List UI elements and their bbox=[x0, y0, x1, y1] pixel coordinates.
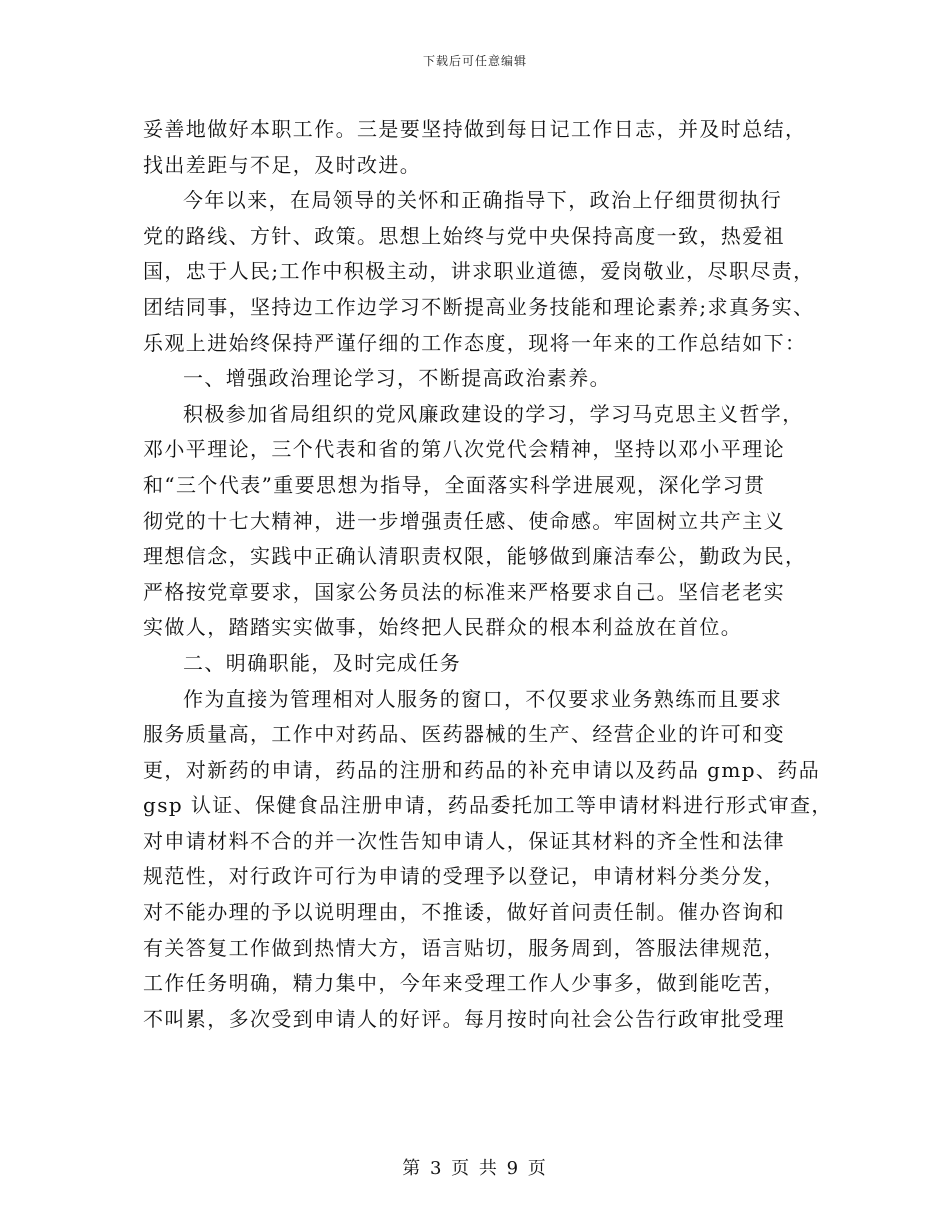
text-line: 彻党的十七大精神，进一步增强责任感、使命感。牢固树立共产主义 bbox=[143, 508, 785, 533]
document-body bbox=[143, 112, 833, 1037]
text-line: 国，忠于人民;工作中积极主动，讲求职业道德，爱岗敬业，尽职尽责， bbox=[143, 259, 815, 284]
text-line: 规范性，对行政许可行为申请的受理予以登记，申请材料分类分发， bbox=[143, 864, 785, 889]
text-line: 工作任务明确，精力集中，今年来受理工作人少事多，做到能吃苦， bbox=[143, 971, 785, 996]
paragraph-start-line: 作为直接为管理相对人服务的窗口，不仅要求业务熟练而且要求 bbox=[183, 686, 783, 711]
section-heading-2: 二、明确职能，及时完成任务 bbox=[183, 650, 462, 675]
page-number-footer: 第 3 页 共 9 页 bbox=[402, 1158, 548, 1179]
text-line: 不叫累，多次受到申请人的好评。每月按时向社会公告行政审批受理 bbox=[143, 1006, 785, 1031]
text-line: 实做人，踏踏实实做事，始终把人民群众的根本利益放在首位。 bbox=[143, 615, 743, 640]
text-line: 找出差距与不足，及时改进。 bbox=[143, 152, 422, 177]
text-line: 服务质量高，工作中对药品、医药器械的生产、经营企业的许可和变 bbox=[143, 722, 785, 747]
text-line: 和“三个代表”重要思想为指导，全面落实科学进展观，深化学习贯 bbox=[143, 472, 766, 497]
page-header-note: 下载后可任意编辑 bbox=[422, 54, 527, 68]
text-line: 严格按党章要求，国家公务员法的标准来严格要求自己。坚信老老实 bbox=[143, 579, 785, 604]
text-line: 对不能办理的予以说明理由，不推诿，做好首问责任制。催办咨询和 bbox=[143, 900, 785, 925]
text-line: 有关答复工作做到热情大方，语言贴切，服务周到，答服法律规范， bbox=[143, 935, 785, 960]
text-line: gsp 认证、保健食品注册申请，药品委托加工等申请材料进行形式审查， bbox=[143, 793, 833, 818]
text-line: 妥善地做好本职工作。三是要坚持做到每日记工作日志，并及时总结， bbox=[143, 117, 807, 141]
text-line: 邓小平理论，三个代表和省的第八次党代会精神，坚持以邓小平理论 bbox=[143, 437, 785, 462]
text-line: 团结同事，坚持边工作边学习不断提高业务技能和理论素养;求真务实、 bbox=[143, 294, 815, 319]
text-line: 理想信念，实践中正确认清职责权限，能够做到廉洁奉公，勤政为民， bbox=[143, 544, 807, 569]
paragraph-start-line: 积极参加省局组织的党风廉政建设的学习，学习马克思主义哲学， bbox=[183, 401, 804, 426]
paragraph-start-line: 今年以来，在局领导的关怀和正确指导下，政治上仔细贯彻执行 bbox=[183, 188, 783, 213]
text-line: 党的路线、方针、政策。思想上始终与党中央保持高度一致，热爱祖 bbox=[143, 223, 785, 248]
text-line: 更，对新药的申请，药品的注册和药品的补充申请以及药品 gmp、药品 bbox=[143, 757, 821, 782]
text-line: 乐观上进始终保持严谨仔细的工作态度，现将一年来的工作总结如下： bbox=[143, 330, 807, 355]
text-line: 对申请材料不合的并一次性告知申请人，保证其材料的齐全性和法律 bbox=[143, 828, 785, 853]
section-heading-1: 一、增强政治理论学习，不断提高政治素养。 bbox=[183, 366, 611, 391]
